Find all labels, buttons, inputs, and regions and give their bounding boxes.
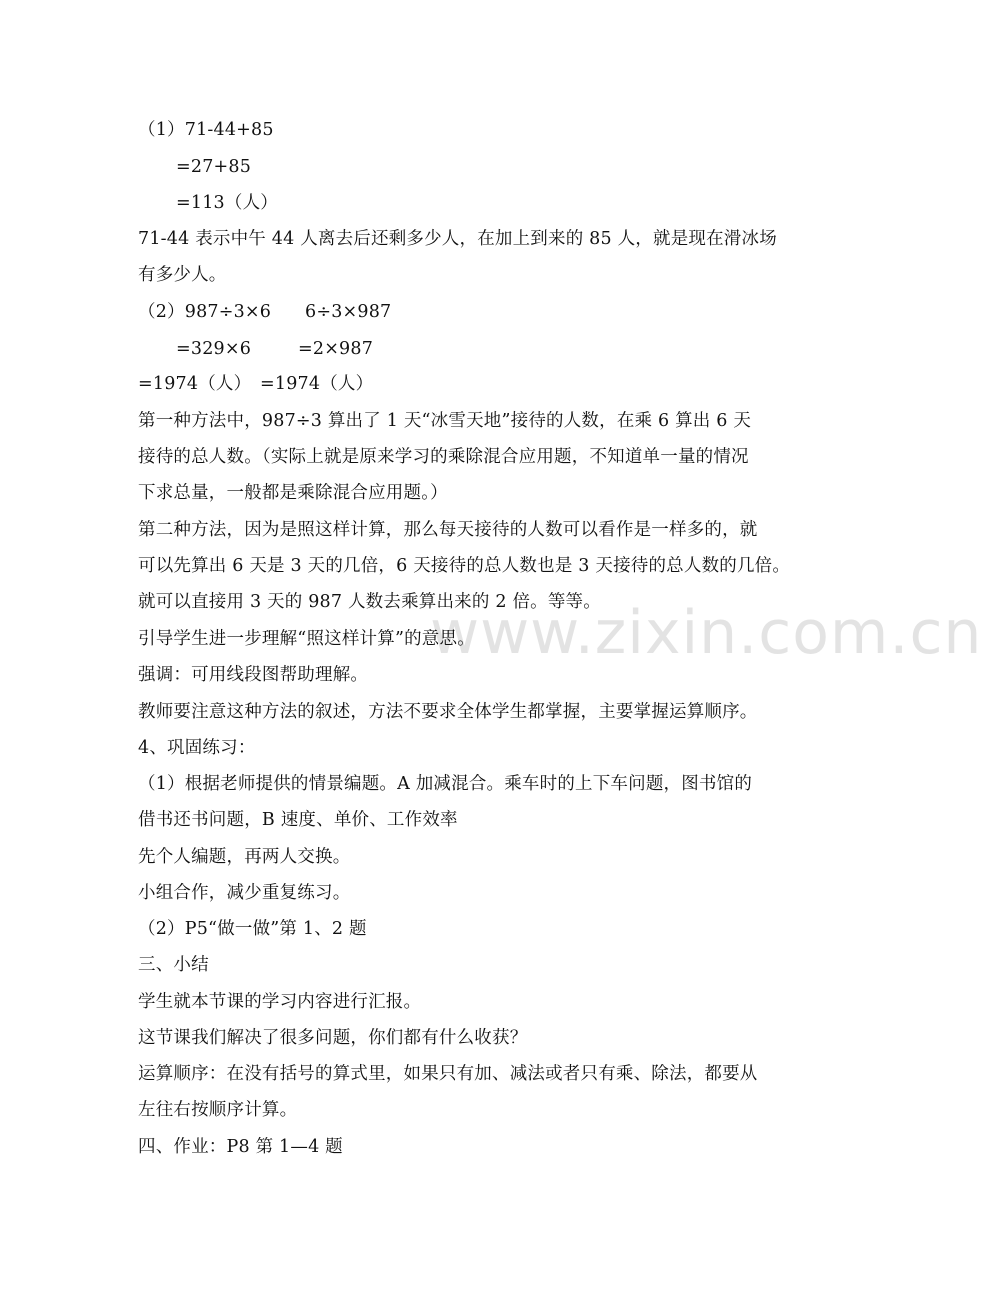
problem-2-step-a: =329×6 xyxy=(176,339,252,359)
problem-2-expression-a: （2）987÷3×6 xyxy=(138,302,272,322)
summary-line-1: 学生就本节课的学习内容进行汇报。 xyxy=(138,992,422,1012)
homework-line: 四、作业：P8 第 1—4 题 xyxy=(138,1137,343,1157)
summary-line-2: 这节课我们解决了很多问题，你们都有什么收获？ xyxy=(138,1028,528,1048)
problem-2-step-b: =2×987 xyxy=(298,339,374,359)
practice-1-line-4: 小组合作，减少重复练习。 xyxy=(138,883,351,903)
watermark: www.zixin.com.cn xyxy=(430,598,982,668)
section-summary-heading: 三、小结 xyxy=(138,955,209,975)
method-1-line-2: 接待的总人数。（实际上就是原来学习的乘除混合应用题，不知道单一量的情况 xyxy=(138,447,749,467)
practice-2-line: （2）P5“做一做”第 1、2 题 xyxy=(138,919,367,939)
emphasis-line: 强调：可用线段图帮助理解。 xyxy=(138,665,369,685)
method-1-line-1: 第一种方法中，987÷3 算出了 1 天“冰雪天地”接待的人数，在乘 6 算出 6 天 xyxy=(138,411,752,431)
operation-order-line-1: 运算顺序：在没有括号的算式里，如果只有加、减法或者只有乘、除法，都要从 xyxy=(138,1064,758,1084)
teacher-note-line: 教师要注意这种方法的叙述，方法不要求全体学生都掌握，主要掌握运算顺序。 xyxy=(138,702,758,722)
practice-1-line-1: （1）根据老师提供的情景编题。A 加减混合。乘车时的上下车问题，图书馆的 xyxy=(138,774,753,794)
problem-2-result-a: =1974（人） xyxy=(138,374,252,394)
practice-1-line-2: 借书还书问题，B 速度、单价、工作效率 xyxy=(138,810,458,830)
problem-1-explanation-line-2: 有多少人。 xyxy=(138,265,227,285)
guidance-line: 引导学生进一步理解“照这样计算”的意思。 xyxy=(138,629,475,649)
method-2-line-3: 就可以直接用 3 天的 987 人数去乘算出来的 2 倍。等等。 xyxy=(138,592,601,612)
problem-1-step-1: =27+85 xyxy=(176,157,252,177)
problem-1-step-2: =113（人） xyxy=(176,193,278,213)
practice-1-line-3: 先个人编题，再两人交换。 xyxy=(138,847,351,867)
method-1-line-3: 下求总量，一般都是乘除混合应用题。） xyxy=(138,483,448,503)
problem-1-explanation-line-1: 71-44 表示中午 44 人离去后还剩多少人，在加上到来的 85 人，就是现在滑冰场 xyxy=(138,229,777,249)
problem-2-result-b: =1974（人） xyxy=(260,374,374,394)
problem-1-expression: （1）71-44+85 xyxy=(138,120,274,140)
section-practice-heading: 4、巩固练习： xyxy=(138,738,256,758)
operation-order-line-2: 左往右按顺序计算。 xyxy=(138,1100,298,1120)
method-2-line-2: 可以先算出 6 天是 3 天的几倍，6 天接待的总人数也是 3 天接待的总人数的几倍。 xyxy=(138,556,791,576)
method-2-line-1: 第二种方法，因为是照这样计算，那么每天接待的人数可以看作是一样多的，就 xyxy=(138,520,758,540)
problem-2-expression-b: 6÷3×987 xyxy=(305,302,392,322)
